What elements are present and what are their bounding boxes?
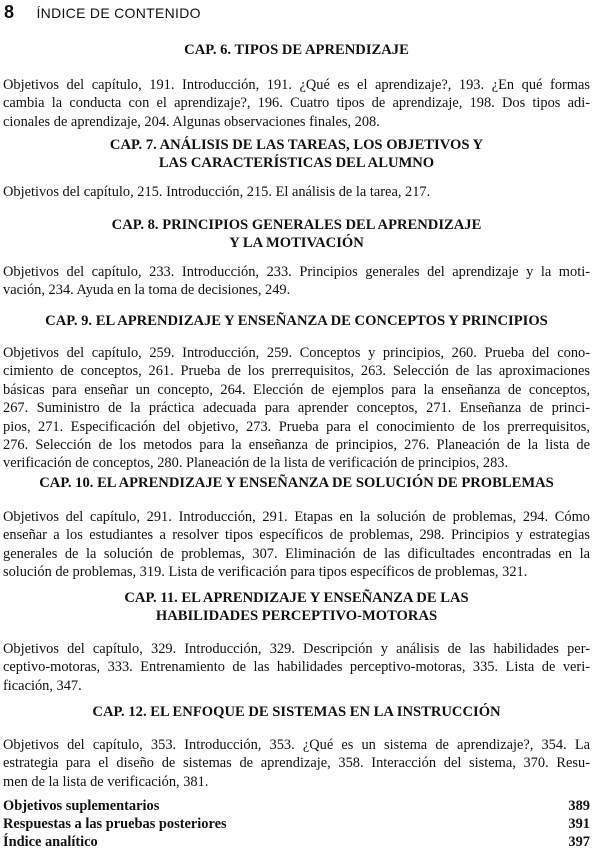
chapter-contents [3, 183, 590, 201]
chapter-title [3, 136, 590, 172]
chapter-contents [3, 344, 590, 473]
running-title: ÍNDICE DE CONTENIDO [36, 5, 201, 21]
chapter-contents [3, 640, 590, 695]
back-matter [3, 797, 590, 851]
chapter-title-line: LAS CARACTERÍSTICAS DEL ALUMNO [158, 155, 435, 171]
chapter-title-line: CAP. 11. EL APRENDIZAJE Y ENSEÑANZA DE LAS [124, 590, 469, 606]
contents-line: Objetivos del capítulo, 233. Introducción, 233. Principios generales del aprendizaje y la moti- [3, 264, 590, 280]
toc-entry-page: 397 [568, 834, 590, 850]
chapter-contents [3, 263, 590, 300]
contents-line: men de la lista de verificación, 381. [3, 773, 209, 790]
toc-entry-label: Índice analítico [3, 834, 98, 850]
chapter-title-line: HABILIDADES PERCEPTIVO-MOTORAS [155, 608, 438, 624]
chapter-title [3, 474, 590, 492]
toc-entry-label: Objetivos suplementarios [3, 798, 160, 814]
contents-line: básicas para enseñar un concepto, 264. Elección de ejemplos para la enseñanza de conceptos, [3, 381, 590, 398]
page-number: 8 [4, 2, 15, 22]
chapter-contents [3, 508, 590, 582]
chapter-title-line: CAP. 8. PRINCIPIOS GENERALES DEL APRENDIZAJE [111, 217, 482, 233]
contents-line: Objetivos del capítulo, 191. Introducción, 191. ¿Qué es el aprendizaje?, 193. ¿En qué formas [3, 77, 590, 93]
toc-entry-label: Respuestas a las pruebas posteriores [3, 816, 227, 832]
toc-entry-page: 391 [568, 816, 590, 832]
chapter-title-line: CAP. 6. TIPOS DE APRENDIZAJE [184, 42, 409, 58]
toc-entry-page: 389 [568, 798, 590, 814]
contents-line: 276. Selección de los metodos para la enseñanza de principios, 276. Planeación de la lista de [3, 437, 590, 454]
chapter-title-line: CAP. 10. EL APRENDIZAJE Y ENSEÑANZA DE SOLUCIÓN DE PROBLEMAS [39, 475, 554, 491]
contents-line: cimiento de conceptos, 261. Prueba de los prerrequisitos, 263. Selección de las aproximaciones [3, 363, 590, 380]
contents-line: Objetivos del capítulo, 353. Introducción, 353. ¿Qué es un sistema de aprendizaje?, 354. La [3, 737, 590, 753]
chapter-title-line: CAP. 12. EL ENFOQUE DE SISTEMAS EN LA INSTRUCCIÓN [92, 704, 501, 720]
chapter-title [3, 312, 590, 330]
contents-line: vación, 234. Ayuda en la toma de decisiones, 249. [3, 282, 291, 299]
chapter-title [3, 703, 590, 721]
chapter-contents [3, 736, 590, 791]
chapter-title [3, 41, 590, 59]
contents-line: estrategia para el diseño de sistemas de aprendizaje, 358. Interacción del sistema, 370. Resu- [3, 755, 590, 772]
chapter-title [3, 216, 590, 252]
toc-entry [3, 833, 590, 851]
contents-line: pios, 271. Especificación del objetivo, 273. Prueba para el conocimiento de los prerrequisitos, [3, 418, 590, 435]
contents-line: solución de problemas, 319. Lista de verificación para tipos específicos de problemas, 321. [3, 564, 528, 581]
contents-line: Objetivos del capítulo, 215. Introducción, 215. El análisis de la tarea, 217. [3, 184, 431, 200]
running-header [4, 2, 201, 23]
chapter-title [3, 589, 590, 625]
contents-line: cambia la conducta con el aprendizaje?, 196. Cuatro tipos de aprendizaje, 198. Dos tipos adi- [3, 95, 590, 112]
toc-entry [3, 797, 590, 815]
contents-line: enseñar a los estudiantes a resolver tipos específicos de problemas, 298. Principios y estrategias [3, 527, 590, 544]
chapter-title-line: CAP. 7. ANÁLISIS DE LAS TAREAS, LOS OBJETIVOS Y [109, 137, 484, 153]
contents-line: verificación de conceptos, 280. Planeación de la lista de verificación de principios, 283. [3, 455, 509, 472]
chapter-title-line: Y LA MOTIVACIÓN [229, 235, 364, 251]
toc-entry [3, 815, 590, 833]
contents-line: cionales de aprendizaje, 204. Algunas observaciones finales, 208. [3, 113, 380, 130]
contents-line: Objetivos del capítulo, 291. Introducción, 291. Etapas en la solución de problemas, 294. Cómo [3, 509, 590, 525]
contents-line: Objetivos del capítulo, 259. Introducción, 259. Conceptos y principios, 260. Prueba del cono- [3, 345, 590, 361]
chapter-title-line: CAP. 9. EL APRENDIZAJE Y ENSEÑANZA DE CONCEPTOS Y PRINCIPIOS [45, 313, 548, 329]
contents-line: 267. Suministro de la práctica adecuada para aprender conceptos, 271. Enseñanza de princi- [3, 400, 590, 417]
contents-line: ficación, 347. [3, 677, 82, 694]
chapter-contents [3, 76, 590, 131]
contents-line: generales de la solución de problemas, 307. Eliminación de las dificultades encontradas en la [3, 545, 590, 562]
contents-line: ceptivo-motoras, 333. Entrenamiento de las habilidades perceptivo-motoras, 335. Lista de veri- [3, 659, 590, 676]
contents-line: Objetivos del capítulo, 329. Introducción, 329. Descripción y análisis de las habilidades per- [3, 641, 590, 657]
